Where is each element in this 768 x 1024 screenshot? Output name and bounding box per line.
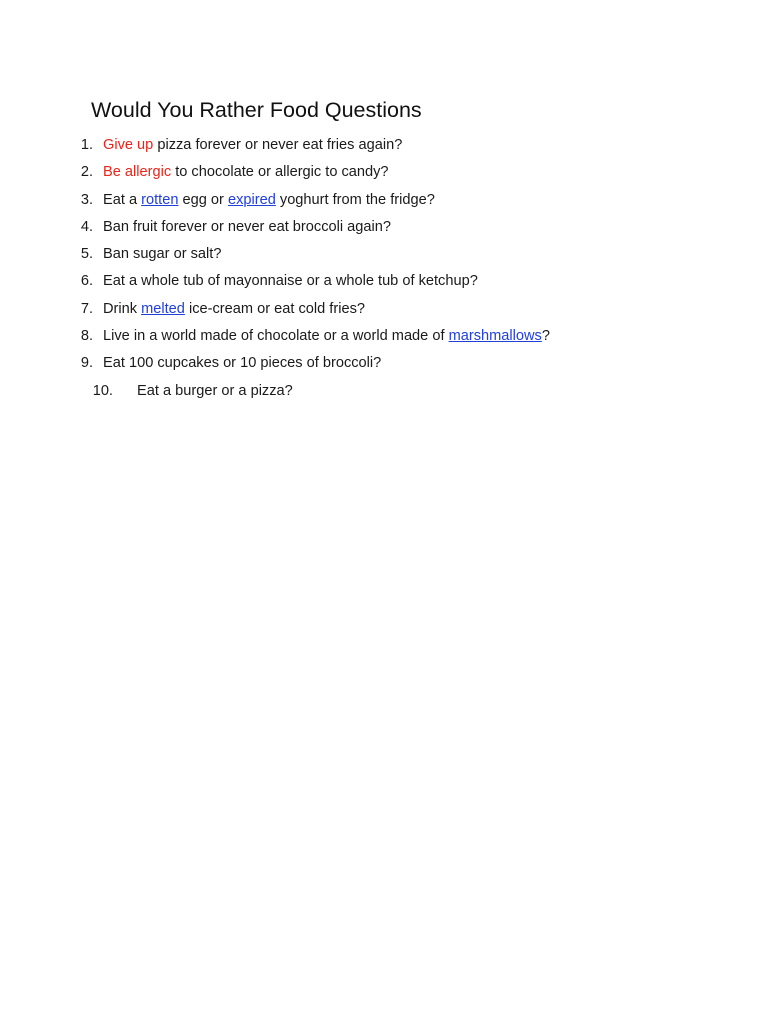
question-text [103, 187, 435, 214]
question-number: 10. [92, 382, 113, 399]
hyperlink[interactable]: expired [227, 191, 276, 208]
question-item [0, 132, 768, 159]
question-number: 9. [80, 355, 93, 372]
question-text [103, 268, 478, 295]
hyperlink[interactable]: marshmallows [448, 328, 542, 345]
question-text-segment: Ban sugar or salt? [103, 246, 222, 263]
question-item [0, 159, 768, 186]
question-number: 1. [80, 137, 93, 153]
question-text-segment: Drink [103, 300, 142, 317]
question-text [103, 350, 381, 377]
question-text-segment: Eat a whole tub of mayonnaise or a whole tub of ketchup? [103, 273, 478, 290]
hyperlink[interactable]: rotten [141, 191, 179, 208]
question-text [137, 378, 293, 405]
question-item [0, 296, 768, 323]
question-item [0, 378, 768, 405]
question-text [103, 159, 389, 186]
question-text [103, 214, 391, 241]
page-title: Would You Rather Food Questions [91, 98, 422, 122]
question-text [103, 323, 550, 350]
question-item [0, 323, 768, 350]
question-list [0, 132, 768, 405]
question-text-segment: Eat 100 cupcakes or 10 pieces of broccoli? [103, 355, 382, 372]
question-item [0, 268, 768, 295]
question-number: 5. [80, 246, 93, 263]
question-item [0, 350, 768, 377]
question-number: 2. [80, 164, 93, 181]
question-text-segment: ? [541, 328, 550, 345]
question-text-segment: pizza forever or never eat fries again? [153, 137, 403, 153]
question-text-segment: Eat a [103, 191, 142, 208]
question-text-segment: Ban fruit forever or never eat broccoli again? [103, 218, 391, 235]
question-item [0, 187, 768, 214]
question-text-segment: ice-cream or eat cold fries? [184, 300, 365, 317]
question-number: 4. [80, 218, 93, 235]
hyperlink[interactable]: melted [141, 300, 185, 317]
question-number: 7. [80, 300, 93, 317]
highlighted-phrase: Be allergic [103, 164, 172, 181]
question-text [103, 241, 221, 268]
question-text [103, 132, 402, 159]
question-text [103, 296, 365, 323]
highlighted-phrase: Give up [103, 137, 154, 153]
question-text-segment: Eat a burger or a pizza? [137, 382, 293, 399]
question-item [0, 241, 768, 268]
question-text-segment: to chocolate or allergic to candy? [171, 164, 389, 181]
question-text-segment: egg or [178, 191, 228, 208]
question-item [0, 214, 768, 241]
question-text-segment: Live in a world made of chocolate or a world made of [103, 328, 449, 345]
question-number: 3. [80, 191, 93, 208]
question-number: 8. [80, 328, 93, 345]
question-text-segment: yoghurt from the fridge? [275, 191, 435, 208]
question-number: 6. [80, 273, 93, 290]
